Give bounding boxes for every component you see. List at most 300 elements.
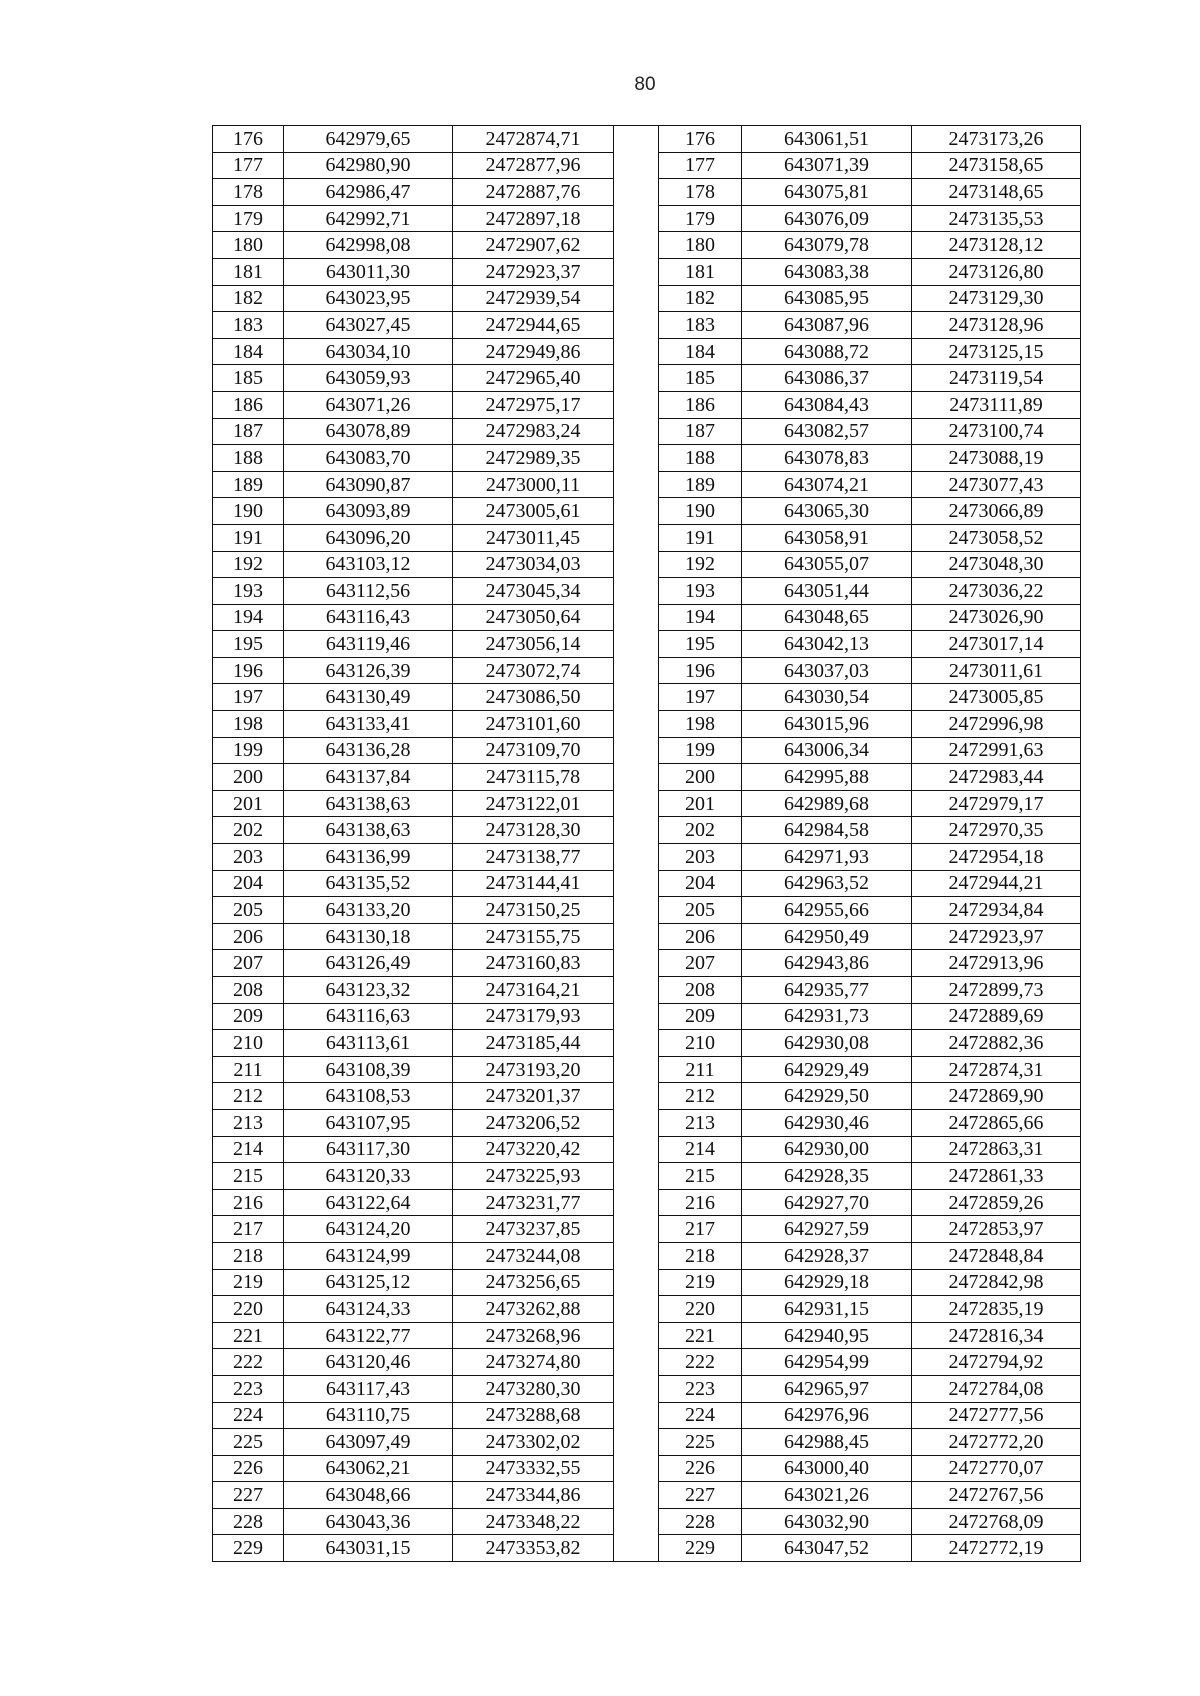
table-row	[213, 737, 1081, 764]
point-number-right: 222	[659, 1349, 742, 1376]
y-coordinate-left: 2473011,45	[453, 524, 614, 551]
column-gap	[614, 711, 659, 738]
x-coordinate-right: 643079,78	[742, 232, 912, 259]
x-coordinate-left: 642979,65	[284, 126, 453, 153]
x-coordinate-left: 643130,49	[284, 684, 453, 711]
x-coordinate-left: 643112,56	[284, 578, 453, 605]
y-coordinate-right: 2473100,74	[912, 418, 1081, 445]
x-coordinate-left: 643137,84	[284, 764, 453, 791]
column-gap	[614, 1109, 659, 1136]
column-gap	[614, 578, 659, 605]
point-number-left: 181	[213, 258, 284, 285]
point-number-left: 224	[213, 1402, 284, 1429]
point-number-right: 196	[659, 657, 742, 684]
x-coordinate-right: 643058,91	[742, 524, 912, 551]
point-number-right: 202	[659, 817, 742, 844]
column-gap	[614, 1482, 659, 1509]
x-coordinate-left: 643108,39	[284, 1056, 453, 1083]
table-row	[213, 1429, 1081, 1456]
y-coordinate-left: 2473005,61	[453, 498, 614, 525]
x-coordinate-right: 642928,37	[742, 1242, 912, 1269]
x-coordinate-left: 643116,63	[284, 1003, 453, 1030]
x-coordinate-left: 643108,53	[284, 1083, 453, 1110]
x-coordinate-left: 643103,12	[284, 551, 453, 578]
x-coordinate-right: 642927,70	[742, 1189, 912, 1216]
point-number-right: 215	[659, 1163, 742, 1190]
column-gap	[614, 764, 659, 791]
x-coordinate-right: 642935,77	[742, 977, 912, 1004]
point-number-right: 211	[659, 1056, 742, 1083]
point-number-left: 217	[213, 1216, 284, 1243]
x-coordinate-right: 643030,54	[742, 684, 912, 711]
y-coordinate-right: 2473173,26	[912, 126, 1081, 153]
point-number-left: 193	[213, 578, 284, 605]
y-coordinate-right: 2473148,65	[912, 179, 1081, 206]
table-row	[213, 1003, 1081, 1030]
x-coordinate-right: 642930,00	[742, 1136, 912, 1163]
point-number-right: 229	[659, 1535, 742, 1562]
table-row	[213, 1056, 1081, 1083]
y-coordinate-right: 2472934,84	[912, 897, 1081, 924]
point-number-left: 190	[213, 498, 284, 525]
table-row	[213, 285, 1081, 312]
x-coordinate-left: 643136,99	[284, 844, 453, 871]
table-row	[213, 1535, 1081, 1562]
y-coordinate-left: 2473072,74	[453, 657, 614, 684]
y-coordinate-right: 2473119,54	[912, 365, 1081, 392]
y-coordinate-right: 2472954,18	[912, 844, 1081, 871]
point-number-left: 195	[213, 631, 284, 658]
table-row	[213, 790, 1081, 817]
point-number-right: 183	[659, 312, 742, 339]
y-coordinate-right: 2472874,31	[912, 1056, 1081, 1083]
point-number-right: 216	[659, 1189, 742, 1216]
point-number-right: 197	[659, 684, 742, 711]
table-row	[213, 1242, 1081, 1269]
table-row	[213, 1296, 1081, 1323]
y-coordinate-left: 2472944,65	[453, 312, 614, 339]
point-number-left: 178	[213, 179, 284, 206]
y-coordinate-right: 2473026,90	[912, 604, 1081, 631]
x-coordinate-right: 643061,51	[742, 126, 912, 153]
point-number-right: 185	[659, 365, 742, 392]
y-coordinate-right: 2473005,85	[912, 684, 1081, 711]
x-coordinate-left: 643123,32	[284, 977, 453, 1004]
point-number-left: 187	[213, 418, 284, 445]
y-coordinate-right: 2472784,08	[912, 1375, 1081, 1402]
table-row	[213, 1030, 1081, 1057]
x-coordinate-right: 642927,59	[742, 1216, 912, 1243]
column-gap	[614, 1056, 659, 1083]
y-coordinate-right: 2472996,98	[912, 711, 1081, 738]
point-number-left: 196	[213, 657, 284, 684]
y-coordinate-left: 2472965,40	[453, 365, 614, 392]
y-coordinate-right: 2473011,61	[912, 657, 1081, 684]
column-gap	[614, 1429, 659, 1456]
table-row	[213, 1322, 1081, 1349]
table-row	[213, 471, 1081, 498]
y-coordinate-right: 2472913,96	[912, 950, 1081, 977]
x-coordinate-right: 643071,39	[742, 152, 912, 179]
x-coordinate-right: 642950,49	[742, 923, 912, 950]
y-coordinate-right: 2473158,65	[912, 152, 1081, 179]
column-gap	[614, 897, 659, 924]
x-coordinate-right: 643048,65	[742, 604, 912, 631]
y-coordinate-left: 2473193,20	[453, 1056, 614, 1083]
column-gap	[614, 258, 659, 285]
x-coordinate-right: 643055,07	[742, 551, 912, 578]
point-number-left: 182	[213, 285, 284, 312]
table-row	[213, 1163, 1081, 1190]
table-row	[213, 258, 1081, 285]
point-number-right: 198	[659, 711, 742, 738]
y-coordinate-left: 2473122,01	[453, 790, 614, 817]
column-gap	[614, 126, 659, 153]
column-gap	[614, 1136, 659, 1163]
y-coordinate-right: 2472772,19	[912, 1535, 1081, 1562]
column-gap	[614, 1535, 659, 1562]
x-coordinate-right: 642965,97	[742, 1375, 912, 1402]
table-row	[213, 179, 1081, 206]
point-number-right: 206	[659, 923, 742, 950]
y-coordinate-right: 2473017,14	[912, 631, 1081, 658]
column-gap	[614, 923, 659, 950]
x-coordinate-left: 643125,12	[284, 1269, 453, 1296]
y-coordinate-left: 2473050,64	[453, 604, 614, 631]
x-coordinate-right: 643000,40	[742, 1455, 912, 1482]
y-coordinate-right: 2473088,19	[912, 445, 1081, 472]
point-number-left: 204	[213, 870, 284, 897]
y-coordinate-left: 2473348,22	[453, 1508, 614, 1535]
y-coordinate-right: 2472970,35	[912, 817, 1081, 844]
x-coordinate-left: 643096,20	[284, 524, 453, 551]
column-gap	[614, 418, 659, 445]
y-coordinate-right: 2472944,21	[912, 870, 1081, 897]
table-row	[213, 126, 1081, 153]
y-coordinate-right: 2473077,43	[912, 471, 1081, 498]
table-row	[213, 1109, 1081, 1136]
x-coordinate-right: 642954,99	[742, 1349, 912, 1376]
point-number-right: 199	[659, 737, 742, 764]
point-number-right: 227	[659, 1482, 742, 1509]
table-row	[213, 923, 1081, 950]
column-gap	[614, 977, 659, 1004]
table-row	[213, 1508, 1081, 1535]
x-coordinate-left: 642992,71	[284, 205, 453, 232]
x-coordinate-left: 642980,90	[284, 152, 453, 179]
y-coordinate-left: 2473138,77	[453, 844, 614, 871]
y-coordinate-left: 2473353,82	[453, 1535, 614, 1562]
table-row	[213, 1136, 1081, 1163]
point-number-right: 180	[659, 232, 742, 259]
point-number-left: 194	[213, 604, 284, 631]
y-coordinate-left: 2473262,88	[453, 1296, 614, 1323]
y-coordinate-left: 2473150,25	[453, 897, 614, 924]
point-number-right: 204	[659, 870, 742, 897]
y-coordinate-right: 2473128,96	[912, 312, 1081, 339]
y-coordinate-left: 2473056,14	[453, 631, 614, 658]
table-row	[213, 817, 1081, 844]
point-number-right: 218	[659, 1242, 742, 1269]
point-number-left: 184	[213, 338, 284, 365]
page-number: 80	[634, 74, 656, 95]
y-coordinate-left: 2473144,41	[453, 870, 614, 897]
table-row	[213, 205, 1081, 232]
x-coordinate-right: 642943,86	[742, 950, 912, 977]
y-coordinate-right: 2472835,19	[912, 1296, 1081, 1323]
x-coordinate-right: 643075,81	[742, 179, 912, 206]
x-coordinate-right: 643006,34	[742, 737, 912, 764]
y-coordinate-left: 2473288,68	[453, 1402, 614, 1429]
y-coordinate-left: 2473179,93	[453, 1003, 614, 1030]
point-number-left: 192	[213, 551, 284, 578]
y-coordinate-right: 2473129,30	[912, 285, 1081, 312]
point-number-left: 189	[213, 471, 284, 498]
x-coordinate-right: 642940,95	[742, 1322, 912, 1349]
point-number-left: 180	[213, 232, 284, 259]
table-row	[213, 232, 1081, 259]
point-number-right: 223	[659, 1375, 742, 1402]
point-number-right: 217	[659, 1216, 742, 1243]
point-number-left: 220	[213, 1296, 284, 1323]
column-gap	[614, 338, 659, 365]
point-number-left: 226	[213, 1455, 284, 1482]
y-coordinate-left: 2473268,96	[453, 1322, 614, 1349]
x-coordinate-right: 643051,44	[742, 578, 912, 605]
point-number-left: 225	[213, 1429, 284, 1456]
table-row	[213, 365, 1081, 392]
y-coordinate-left: 2473244,08	[453, 1242, 614, 1269]
column-gap	[614, 498, 659, 525]
x-coordinate-left: 643117,43	[284, 1375, 453, 1402]
column-gap	[614, 1189, 659, 1216]
column-gap	[614, 1083, 659, 1110]
y-coordinate-left: 2473220,42	[453, 1136, 614, 1163]
x-coordinate-right: 643078,83	[742, 445, 912, 472]
y-coordinate-right: 2472767,56	[912, 1482, 1081, 1509]
x-coordinate-right: 642971,93	[742, 844, 912, 871]
x-coordinate-left: 643062,21	[284, 1455, 453, 1482]
point-number-left: 185	[213, 365, 284, 392]
x-coordinate-right: 643084,43	[742, 391, 912, 418]
y-coordinate-right: 2472979,17	[912, 790, 1081, 817]
y-coordinate-left: 2472877,96	[453, 152, 614, 179]
y-coordinate-left: 2473160,83	[453, 950, 614, 977]
column-gap	[614, 1508, 659, 1535]
y-coordinate-right: 2472768,09	[912, 1508, 1081, 1535]
column-gap	[614, 391, 659, 418]
y-coordinate-left: 2473332,55	[453, 1455, 614, 1482]
y-coordinate-left: 2473256,65	[453, 1269, 614, 1296]
x-coordinate-left: 643083,70	[284, 445, 453, 472]
y-coordinate-left: 2472874,71	[453, 126, 614, 153]
y-coordinate-right: 2473125,15	[912, 338, 1081, 365]
point-number-right: 181	[659, 258, 742, 285]
y-coordinate-left: 2472887,76	[453, 179, 614, 206]
table-row	[213, 1349, 1081, 1376]
x-coordinate-right: 643021,26	[742, 1482, 912, 1509]
point-number-left: 205	[213, 897, 284, 924]
x-coordinate-left: 643031,15	[284, 1535, 453, 1562]
table-row	[213, 524, 1081, 551]
x-coordinate-left: 643122,77	[284, 1322, 453, 1349]
point-number-left: 219	[213, 1269, 284, 1296]
point-number-left: 201	[213, 790, 284, 817]
point-number-right: 205	[659, 897, 742, 924]
x-coordinate-left: 643110,75	[284, 1402, 453, 1429]
y-coordinate-left: 2473280,30	[453, 1375, 614, 1402]
y-coordinate-left: 2473115,78	[453, 764, 614, 791]
point-number-left: 191	[213, 524, 284, 551]
column-gap	[614, 285, 659, 312]
point-number-right: 177	[659, 152, 742, 179]
table-row	[213, 1455, 1081, 1482]
y-coordinate-left: 2473128,30	[453, 817, 614, 844]
column-gap	[614, 1269, 659, 1296]
y-coordinate-left: 2473185,44	[453, 1030, 614, 1057]
column-gap	[614, 205, 659, 232]
column-gap	[614, 790, 659, 817]
column-gap	[614, 445, 659, 472]
y-coordinate-right: 2472983,44	[912, 764, 1081, 791]
table-row	[213, 897, 1081, 924]
x-coordinate-right: 643088,72	[742, 338, 912, 365]
column-gap	[614, 870, 659, 897]
point-number-left: 202	[213, 817, 284, 844]
point-number-right: 214	[659, 1136, 742, 1163]
column-gap	[614, 471, 659, 498]
point-number-right: 191	[659, 524, 742, 551]
point-number-right: 220	[659, 1296, 742, 1323]
table-row	[213, 844, 1081, 871]
x-coordinate-left: 643124,33	[284, 1296, 453, 1323]
point-number-left: 218	[213, 1242, 284, 1269]
y-coordinate-right: 2472889,69	[912, 1003, 1081, 1030]
point-number-right: 179	[659, 205, 742, 232]
point-number-left: 176	[213, 126, 284, 153]
x-coordinate-left: 643107,95	[284, 1109, 453, 1136]
x-coordinate-right: 643076,09	[742, 205, 912, 232]
point-number-right: 209	[659, 1003, 742, 1030]
point-number-right: 210	[659, 1030, 742, 1057]
y-coordinate-right: 2472816,34	[912, 1322, 1081, 1349]
y-coordinate-left: 2472897,18	[453, 205, 614, 232]
column-gap	[614, 737, 659, 764]
point-number-right: 203	[659, 844, 742, 871]
x-coordinate-left: 643023,95	[284, 285, 453, 312]
y-coordinate-left: 2473086,50	[453, 684, 614, 711]
point-number-left: 213	[213, 1109, 284, 1136]
x-coordinate-left: 643136,28	[284, 737, 453, 764]
table-row	[213, 950, 1081, 977]
point-number-right: 228	[659, 1508, 742, 1535]
column-gap	[614, 1322, 659, 1349]
y-coordinate-left: 2472907,62	[453, 232, 614, 259]
column-gap	[614, 657, 659, 684]
point-number-left: 216	[213, 1189, 284, 1216]
y-coordinate-left: 2472983,24	[453, 418, 614, 445]
x-coordinate-left: 643027,45	[284, 312, 453, 339]
x-coordinate-right: 643047,52	[742, 1535, 912, 1562]
y-coordinate-right: 2472859,26	[912, 1189, 1081, 1216]
x-coordinate-left: 643113,61	[284, 1030, 453, 1057]
table-row	[213, 764, 1081, 791]
x-coordinate-left: 643126,39	[284, 657, 453, 684]
point-number-left: 207	[213, 950, 284, 977]
point-number-left: 214	[213, 1136, 284, 1163]
y-coordinate-right: 2472863,31	[912, 1136, 1081, 1163]
table-row	[213, 418, 1081, 445]
point-number-right: 187	[659, 418, 742, 445]
table-row	[213, 684, 1081, 711]
x-coordinate-right: 643083,38	[742, 258, 912, 285]
x-coordinate-right: 643032,90	[742, 1508, 912, 1535]
table-row	[213, 152, 1081, 179]
point-number-right: 189	[659, 471, 742, 498]
point-number-right: 182	[659, 285, 742, 312]
y-coordinate-right: 2472777,56	[912, 1402, 1081, 1429]
y-coordinate-left: 2473225,93	[453, 1163, 614, 1190]
table-row	[213, 391, 1081, 418]
point-number-left: 200	[213, 764, 284, 791]
table-row	[213, 711, 1081, 738]
y-coordinate-right: 2473058,52	[912, 524, 1081, 551]
x-coordinate-right: 643087,96	[742, 312, 912, 339]
x-coordinate-left: 643093,89	[284, 498, 453, 525]
column-gap	[614, 551, 659, 578]
point-number-left: 206	[213, 923, 284, 950]
y-coordinate-left: 2473164,21	[453, 977, 614, 1004]
y-coordinate-right: 2472899,73	[912, 977, 1081, 1004]
x-coordinate-left: 643119,46	[284, 631, 453, 658]
point-number-right: 190	[659, 498, 742, 525]
y-coordinate-right: 2473066,89	[912, 498, 1081, 525]
y-coordinate-right: 2472923,97	[912, 923, 1081, 950]
point-number-left: 198	[213, 711, 284, 738]
y-coordinate-right: 2472842,98	[912, 1269, 1081, 1296]
point-number-left: 203	[213, 844, 284, 871]
column-gap	[614, 1296, 659, 1323]
x-coordinate-right: 643037,03	[742, 657, 912, 684]
x-coordinate-right: 642976,96	[742, 1402, 912, 1429]
table-row	[213, 657, 1081, 684]
y-coordinate-left: 2473206,52	[453, 1109, 614, 1136]
column-gap	[614, 1375, 659, 1402]
x-coordinate-left: 643124,20	[284, 1216, 453, 1243]
x-coordinate-left: 643071,26	[284, 391, 453, 418]
table-row	[213, 1269, 1081, 1296]
point-number-right: 207	[659, 950, 742, 977]
point-number-left: 215	[213, 1163, 284, 1190]
x-coordinate-left: 643126,49	[284, 950, 453, 977]
column-gap	[614, 950, 659, 977]
x-coordinate-left: 643117,30	[284, 1136, 453, 1163]
y-coordinate-left: 2473201,37	[453, 1083, 614, 1110]
y-coordinate-right: 2473036,22	[912, 578, 1081, 605]
y-coordinate-right: 2473135,53	[912, 205, 1081, 232]
x-coordinate-right: 642931,73	[742, 1003, 912, 1030]
y-coordinate-right: 2472865,66	[912, 1109, 1081, 1136]
table-row	[213, 1083, 1081, 1110]
y-coordinate-right: 2472772,20	[912, 1429, 1081, 1456]
column-gap	[614, 1349, 659, 1376]
x-coordinate-right: 642984,58	[742, 817, 912, 844]
y-coordinate-left: 2472989,35	[453, 445, 614, 472]
table-row	[213, 1189, 1081, 1216]
x-coordinate-left: 642986,47	[284, 179, 453, 206]
column-gap	[614, 1242, 659, 1269]
column-gap	[614, 1216, 659, 1243]
